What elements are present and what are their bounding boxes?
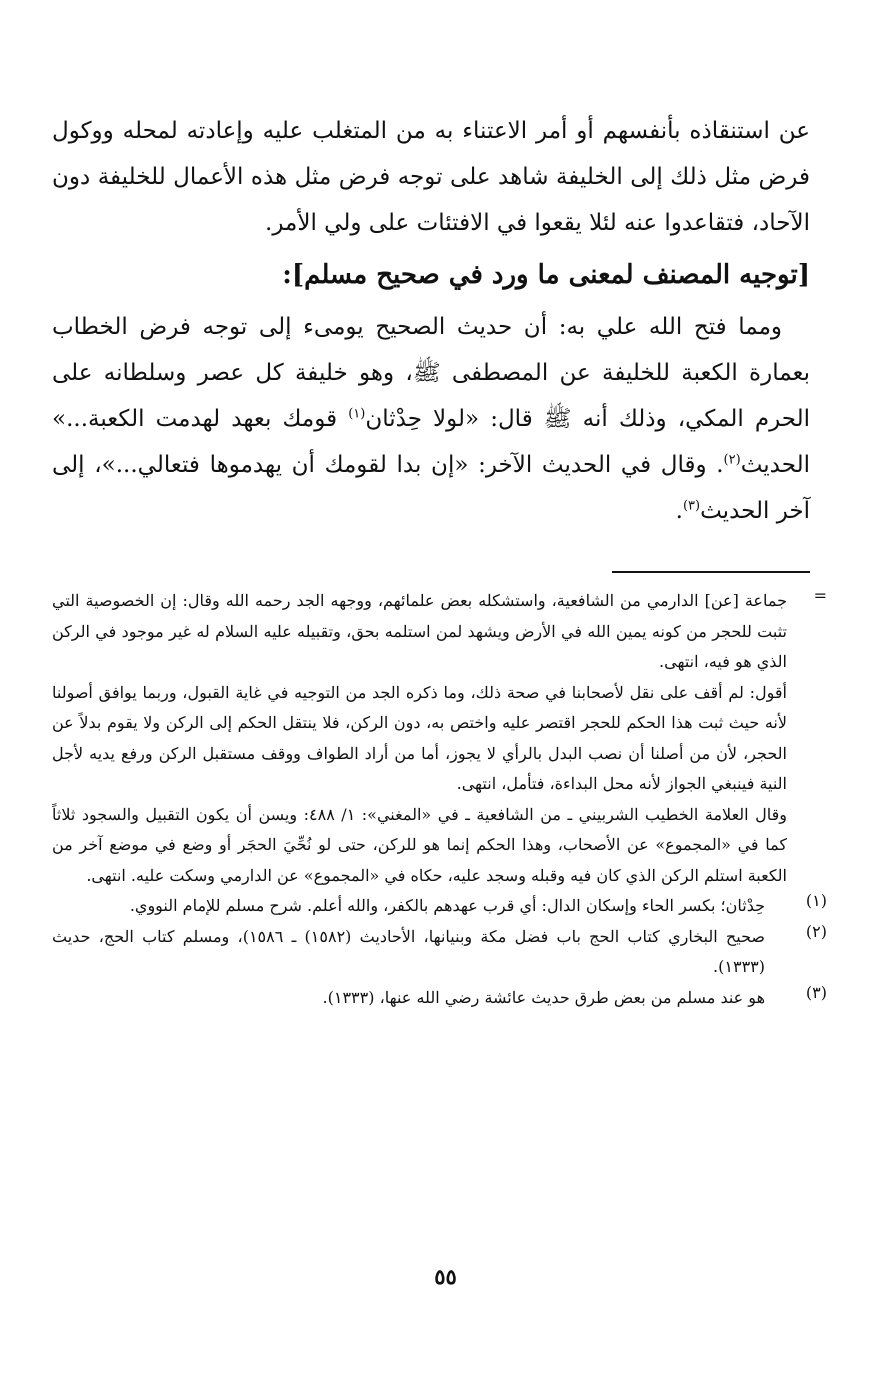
footnote-divider (612, 571, 810, 573)
continued-note (52, 586, 827, 891)
footnote-3 (52, 983, 827, 1014)
footnotes-section (52, 586, 827, 1013)
page-number: ٥٥ (434, 1264, 457, 1289)
footnote-2 (52, 922, 827, 983)
paragraph-2-text: . وقال في الحديث الآخر: «إن بدا لقومك أن يهدموها فتعالي...»، إلى آخر الحديث (52, 452, 810, 524)
paragraph-2-text: . (675, 498, 683, 524)
footnote-1 (52, 891, 827, 922)
section-heading: [توجيه المصنف لمعنى ما ورد في صحيح مسلم]: (282, 260, 810, 290)
paragraph-1: عن استنقاذه بأنفسهم أو أمر الاعتناء به من المتغلب عليه وإعادته لمحله ووكول فرض مثل ذلك إلى الخليفة شاهد على توجه فرض مثل هذه الأعمال للخليفة دون الآحاد، فتقاعدوا عنه لئلا يقعوا في الافتئات على ولي الأمر. (52, 118, 810, 236)
footnote-text: صحيح البخاري كتاب الحج باب فضل مكة وبنيانها، الأحاديث (١٥٨٢) ـ ١٥٨٦)، ومسلم كتاب الحج، حديث (١٣٣٣). (52, 926, 765, 976)
footnote-text: هو عند مسلم من بعض طرق حديث عائشة رضي الله عنها، (١٣٣٣). (322, 987, 765, 1007)
footnote-number: (١) (805, 891, 827, 910)
continued-note-para: جماعة [عن] الدارمي من الشافعية، واستشكله بعض علمائهم، ووجهه الجد رحمه الله وقال: إن الخصوصية التي تثبت للحجر من كونه يمين الله في الأرض ويشهد لمن استلمه بحق، وتقبيله عليه السلام له غير موجود في الركن الذي هو فيه، انتهى. (52, 591, 787, 671)
footnote-ref-1[interactable]: (١) (348, 406, 366, 422)
footnote-ref-3[interactable]: (٣) (682, 498, 701, 514)
paragraph-2-text: ومما فتح الله علي به: أن حديث الصحيح يومىء إلى توجه فرض الخطاب بعمارة الكعبة للخليفة عن المصطفى ﷺ، وهو خليفة كل عصر وسلطانه على الحرم المكي، وذلك أنه ﷺ قال: «لولا حِدْثان (52, 314, 810, 432)
footnote-text: حِدْثان؛ بكسر الحاء وإسكان الدال: أي قرب عهدهم بالكفر، والله أعلم. شرح مسلم للإمام النووي. (129, 896, 765, 915)
continued-note-para: وقال العلامة الخطيب الشربيني ـ من الشافعية ـ في «المغني»: ١/ ٤٨٨: ويسن أن يكون التقبيل والسجود ثلاثاً كما في «المجموع» عن الأصحاب، وهذا الحكم إنما هو للركن، حتى لو نُحِّيَ الحجَر أو وضع في موضع آخر من الكعبة استلم الركن الذي كان فيه وقبله وسجد عليه، حكاه في «المجموع» عن الدارمي وسكت عليه. انتهى. (52, 804, 787, 885)
footnote-number: (٣) (805, 982, 827, 1002)
continuation-mark: = (813, 586, 827, 605)
paragraph-2 (52, 304, 810, 534)
main-text (52, 108, 810, 534)
footnote-number: (٢) (805, 921, 827, 941)
continued-note-para: أقول: لم أقف على نقل لأصحابنا في صحة ذلك، وما ذكره الجد من التوجيه في غاية القبول، وربما يوافق أصولنا لأنه حيث ثبت هذا الحكم للحجر اقتصر عليه واختص به، دون الركن، فلا ينتقل الحكم إلى الركن ولا يقوم بدلاً عن الحجر، لأن من أصلنا أن نصب البدل بالرأي لا يجوز، أما من أراد الطواف ووقف مستقبل الركن ورفع يديه لأجل النية فينبغي الجواز لأنه محل البداءة، فتأمل، انتهى. (52, 682, 787, 793)
paragraph-2-text: قومك بعهد لهدمت الكعبة...» الحديث (52, 406, 810, 478)
footnote-ref-2[interactable]: (٢) (723, 452, 741, 468)
